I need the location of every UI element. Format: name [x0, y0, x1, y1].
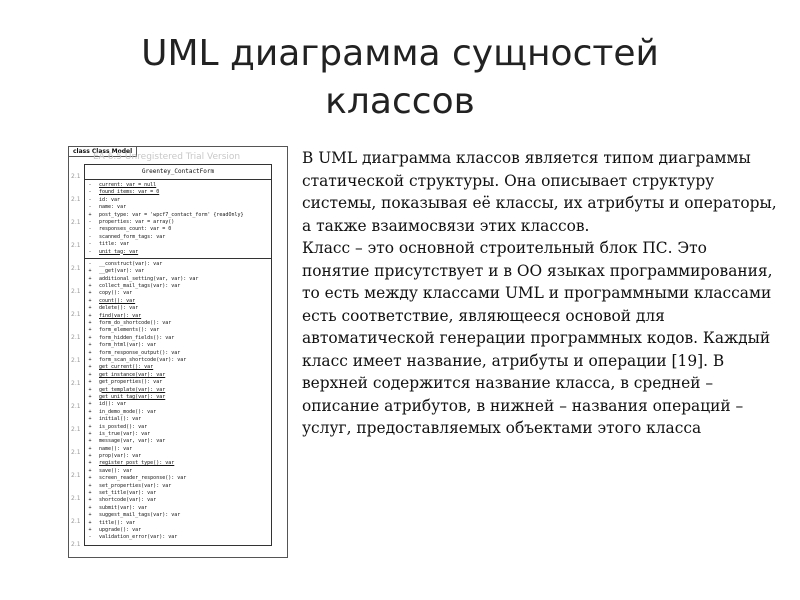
operation-row	[85, 401, 271, 408]
class-attributes	[85, 180, 271, 259]
attribute-row	[85, 219, 271, 226]
gutter-mark: 2.1	[71, 311, 81, 318]
operation-row	[85, 394, 271, 401]
attribute-signature: scanned_form_tags: var	[99, 233, 166, 240]
visibility-marker: +	[88, 475, 92, 482]
visibility-marker: +	[88, 445, 92, 452]
operation-signature: get_current(): var	[99, 364, 154, 371]
operation-row	[85, 446, 271, 453]
operation-row	[85, 497, 271, 504]
operation-row	[85, 261, 271, 268]
operation-signature: initial(): var	[99, 416, 142, 423]
operation-row	[85, 283, 271, 290]
operation-signature: validation_error(var): var	[99, 534, 178, 541]
operation-signature: save(): var	[99, 467, 133, 474]
visibility-marker: +	[88, 512, 92, 519]
operation-signature: collect_mail_tags(var): var	[99, 283, 181, 290]
visibility-marker: +	[88, 460, 92, 467]
operation-row	[85, 320, 271, 327]
visibility-marker: +	[88, 423, 92, 430]
operation-row	[85, 364, 271, 371]
operation-row	[85, 290, 271, 297]
operation-row	[85, 342, 271, 349]
operation-row	[85, 298, 271, 305]
slide-body-text	[302, 147, 794, 440]
visibility-marker: -	[88, 248, 92, 255]
attribute-signature: unit_tag: var	[99, 248, 139, 255]
text-line: системы, показывая её классы, их атрибуты и операторы,	[302, 194, 777, 212]
slide-title-line-2: классов	[325, 81, 475, 122]
text-line: Класс – это основной строительный блок ПС. Это	[302, 239, 707, 257]
operation-row	[85, 313, 271, 320]
operation-signature: title(): var	[99, 519, 136, 526]
attribute-signature: post_type: var = 'wpcf7_contact_form' {readOnly}	[99, 211, 244, 218]
operation-signature: form_html(var): var	[99, 342, 157, 349]
operation-signature: screen_reader_response(): var	[99, 475, 187, 482]
text-line: а также взаимосвязи этих классов.	[302, 216, 590, 235]
operation-row	[85, 387, 271, 394]
visibility-marker: +	[88, 379, 92, 386]
visibility-marker: +	[88, 297, 92, 304]
operation-signature: form_do_shortcode(): var	[99, 320, 172, 327]
operation-row	[85, 475, 271, 482]
visibility-marker: +	[88, 401, 92, 408]
operation-row	[85, 512, 271, 519]
operation-signature: message(var, var): var	[99, 438, 166, 445]
visibility-marker: +	[88, 519, 92, 526]
operation-row	[85, 409, 271, 416]
operation-row	[85, 520, 271, 527]
gutter-mark: 2.1	[71, 426, 81, 433]
operation-row	[85, 379, 271, 386]
visibility-marker: +	[88, 408, 92, 415]
operation-row	[85, 350, 271, 357]
text-line: понятие присутствует и в ОО языках программирования,	[302, 261, 773, 280]
attribute-signature: properties: var = array()	[99, 218, 175, 225]
operation-signature: get_template(var): var	[99, 386, 166, 393]
text-line: есть соответствие, являющееся основой для	[302, 306, 665, 325]
text-line: автоматической генерации программных кодов. Каждый	[302, 329, 771, 347]
visibility-marker: +	[88, 364, 92, 371]
diagram-frame-label: class Class Model	[69, 147, 137, 157]
visibility-marker: +	[88, 211, 92, 218]
operation-row	[85, 372, 271, 379]
uml-class-box	[84, 164, 272, 546]
visibility-marker: +	[88, 371, 92, 378]
gutter-mark: 2.1	[71, 242, 81, 249]
visibility-marker: +	[88, 268, 92, 275]
operation-row	[85, 453, 271, 460]
operation-row	[85, 483, 271, 490]
gutter-mark: 2.1	[71, 219, 81, 226]
attribute-row	[85, 182, 271, 189]
operation-signature: is_posted(): var	[99, 423, 148, 430]
gutter-mark: 2.1	[71, 449, 81, 456]
visibility-marker: +	[88, 467, 92, 474]
gutter-mark: 2.1	[71, 403, 81, 410]
operation-signature: get_unit_tag(var): var	[99, 393, 166, 400]
operation-row	[85, 335, 271, 342]
class-name: Greentey_ContactForm	[85, 165, 271, 180]
operation-signature: form_elements(): var	[99, 327, 160, 334]
operation-signature: set_properties(var): var	[99, 482, 172, 489]
gutter-mark: 2.1	[71, 472, 81, 479]
visibility-marker: -	[88, 534, 92, 541]
attribute-signature: responses_count: var = 0	[99, 226, 172, 233]
operation-row	[85, 505, 271, 512]
operation-signature: in_demo_mode(): var	[99, 408, 157, 415]
operation-signature: __get(var): var	[99, 268, 145, 275]
visibility-marker: -	[88, 218, 92, 225]
operation-row	[85, 527, 271, 534]
class-operations	[85, 259, 271, 542]
attribute-signature: id: var	[99, 196, 121, 203]
operation-signature: delete(): var	[99, 305, 139, 312]
operation-row	[85, 305, 271, 312]
gutter-mark: 2.1	[71, 173, 81, 180]
attribute-signature: title: var	[99, 241, 130, 248]
visibility-marker: +	[88, 490, 92, 497]
visibility-marker: +	[88, 504, 92, 511]
operation-signature: form_scan_shortcode(var): var	[99, 356, 187, 363]
operation-signature: additional_setting(var, var): var	[99, 275, 199, 282]
operation-signature: prop(var): var	[99, 453, 142, 460]
attribute-row	[85, 241, 271, 248]
slide-title-line-1: UML диаграмма сущностей	[141, 33, 659, 74]
gutter-mark: 2.1	[71, 380, 81, 387]
operation-row	[85, 424, 271, 431]
text-line: то есть между классами UML и программными классами	[302, 284, 772, 302]
operation-signature: upgrade(): var	[99, 526, 142, 533]
operation-signature: is_true(var): var	[99, 430, 151, 437]
visibility-marker: +	[88, 290, 92, 297]
gutter-mark: 2.1	[71, 196, 81, 203]
visibility-marker: +	[88, 342, 92, 349]
attribute-signature: name: var	[99, 204, 127, 211]
visibility-marker: -	[88, 226, 92, 233]
attribute-row	[85, 197, 271, 204]
visibility-marker: +	[88, 283, 92, 290]
visibility-marker: +	[88, 327, 92, 334]
operation-signature: count(): var	[99, 297, 136, 304]
operation-row	[85, 438, 271, 445]
operation-signature: find(var): var	[99, 312, 142, 319]
operation-signature: suggest_mail_tags(var): var	[99, 512, 181, 519]
visibility-marker: -	[88, 189, 92, 196]
operation-row	[85, 534, 271, 541]
visibility-marker: +	[88, 497, 92, 504]
visibility-marker: +	[88, 349, 92, 356]
operation-row	[85, 460, 271, 467]
visibility-marker: +	[88, 482, 92, 489]
text-line: услуг, предоставляемых объектами этого класса	[302, 419, 702, 437]
paragraph-class-description	[302, 237, 794, 440]
operation-signature: copy(): var	[99, 290, 133, 297]
attribute-row	[85, 212, 271, 219]
text-line: описание атрибутов, в нижней – названия операций –	[302, 396, 744, 415]
attribute-row	[85, 226, 271, 233]
visibility-marker: -	[88, 204, 92, 211]
visibility-marker: -	[88, 182, 92, 188]
attribute-row	[85, 204, 271, 211]
operation-row	[85, 327, 271, 334]
visibility-marker: -	[88, 196, 92, 203]
attribute-row	[85, 234, 271, 241]
operation-signature: form_response_output(): var	[99, 349, 181, 356]
operation-row	[85, 276, 271, 283]
visibility-marker: +	[88, 526, 92, 533]
gutter-mark: 2.1	[71, 541, 81, 548]
visibility-marker: -	[88, 260, 92, 267]
operation-row	[85, 268, 271, 275]
operation-signature: name(): var	[99, 445, 133, 452]
attribute-signature: found_items: var = 0	[99, 189, 160, 196]
operation-signature: get_instance(var): var	[99, 371, 166, 378]
gutter-mark: 2.1	[71, 357, 81, 364]
text-line: класс имеет название, атрибуты и операции [19]. В	[302, 351, 725, 370]
operation-row	[85, 431, 271, 438]
slide-title	[0, 30, 800, 126]
visibility-marker: -	[88, 233, 92, 240]
visibility-marker: +	[88, 438, 92, 445]
operation-signature: get_properties(): var	[99, 379, 163, 386]
operation-signature: register_post_type(): var	[99, 460, 175, 467]
visibility-marker: +	[88, 393, 92, 400]
trial-watermark: EA 6.5 Unregistered Trial Version	[93, 152, 241, 162]
text-line: статической структуры. Она описывает структуру	[302, 171, 715, 190]
visibility-marker: +	[88, 320, 92, 327]
gutter-mark: 2.1	[71, 288, 81, 295]
operation-signature: submit(var): var	[99, 504, 148, 511]
text-line: В UML диаграмма классов является типом диаграммы	[302, 149, 751, 167]
gutter-mark: 2.1	[71, 334, 81, 341]
operation-signature: id(): var	[99, 401, 127, 408]
operation-row	[85, 416, 271, 423]
visibility-marker: +	[88, 430, 92, 437]
operation-signature: form_hidden_fields(): var	[99, 334, 175, 341]
visibility-marker: +	[88, 416, 92, 423]
visibility-marker: +	[88, 356, 92, 363]
visibility-marker: +	[88, 386, 92, 393]
text-line: верхней содержится название класса, в средней –	[302, 374, 714, 392]
visibility-marker: +	[88, 453, 92, 460]
operation-row	[85, 357, 271, 364]
paragraph-definition	[302, 147, 794, 237]
attribute-signature: current: var = null	[99, 182, 157, 188]
gutter-mark: 2.1	[71, 518, 81, 525]
gutter-mark: 2.1	[71, 265, 81, 272]
operation-row	[85, 468, 271, 475]
operation-signature: shortcode(var): var	[99, 497, 157, 504]
visibility-marker: +	[88, 305, 92, 312]
operation-signature: __construct(var): var	[99, 260, 163, 267]
operation-row	[85, 490, 271, 497]
operation-signature: set_title(var): var	[99, 490, 157, 497]
diagram-gutter	[71, 165, 85, 556]
attribute-row	[85, 249, 271, 256]
visibility-marker: +	[88, 275, 92, 282]
attribute-row	[85, 189, 271, 196]
visibility-marker: -	[88, 241, 92, 248]
visibility-marker: +	[88, 334, 92, 341]
gutter-mark: 2.1	[71, 495, 81, 502]
visibility-marker: +	[88, 312, 92, 319]
